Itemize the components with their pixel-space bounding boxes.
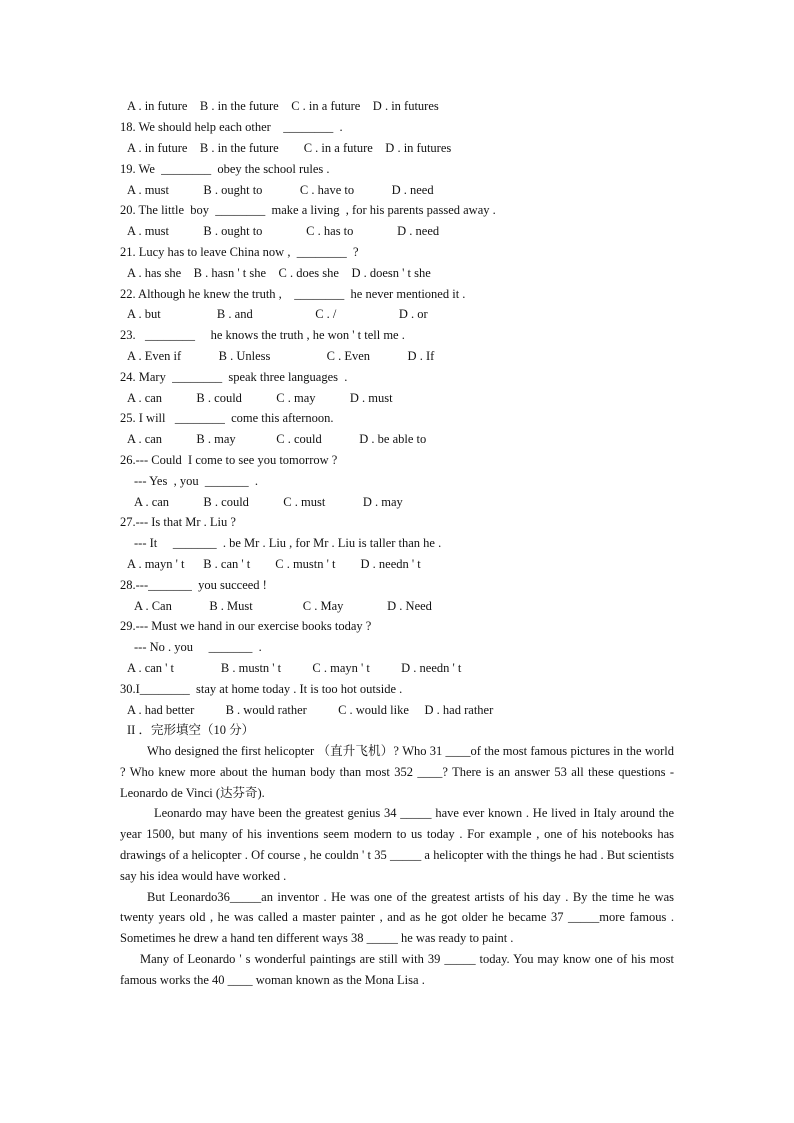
- question-24: 24. Mary ________ speak three languages .: [120, 370, 348, 384]
- q30-options: A . had better B . would rather C . would like D . had rather: [127, 703, 494, 717]
- question-30: 30.I________ stay at home today . It is too hot outside .: [120, 682, 403, 696]
- q24-options: A . can B . could C . may D . must: [127, 391, 393, 405]
- question-23: 23. ________ he knows the truth , he won ' t tell me .: [120, 328, 405, 342]
- passage-paragraph-2: Leonardo may have been the greatest genius 34 _____ have ever known . He lived in Italy around the year 1500, but many of his inventions seem modern to us today . For example , one of his notebooks has drawings of a helicopter . Of course , he couldn ' t 35 _____ a helicopter with the things he had . But scientists say his idea would have worked .: [120, 806, 674, 883]
- q28-options: A . Can B . Must C . May D . Need: [134, 599, 432, 613]
- cloze-passage: [120, 741, 674, 991]
- question-26: 26.--- Could I come to see you tomorrow ?: [120, 453, 338, 467]
- q29-options: A . can ' t B . mustn ' t C . mayn ' t D . needn ' t: [127, 661, 462, 675]
- section-heading-cloze: II ．完形填空（10 分）: [127, 723, 255, 737]
- question-19: 19. We ________ obey the school rules .: [120, 162, 330, 176]
- q25-options: A . can B . may C . could D . be able to: [127, 432, 427, 446]
- question-29: 29.--- Must we hand in our exercise books today ?: [120, 619, 372, 633]
- question-27: 27.--- Is that Mr . Liu ?: [120, 515, 236, 529]
- q22-options: A . but B . and C . / D . or: [127, 307, 428, 321]
- q27-reply: --- It _______ . be Mr . Liu , for Mr . Liu is taller than he .: [134, 536, 442, 550]
- q27-options: A . mayn ' t B . can ' t C . mustn ' t D . needn ' t: [127, 557, 421, 571]
- question-18: 18. We should help each other ________ .: [120, 120, 343, 134]
- passage-paragraph-4: Many of Leonardo ' s wonderful paintings are still with 39 _____ today. You may know one of his most famous works the 40 ____ woman known as the Mona Lisa .: [120, 951, 674, 987]
- q23-options: A . Even if B . Unless C . Even D . If: [127, 349, 435, 363]
- q18-options: A . in future B . in the future C . in a future D . in futures: [127, 141, 452, 155]
- q26-options: A . can B . could C . must D . may: [134, 495, 403, 509]
- passage-paragraph-1: Who designed the first helicopter （直升飞机）? Who 31 ____of the most famous pictures in the world ? Who knew more about the human body than most 352 ____? There is an answer 53 all these questions - Leonardo de Vinci (达芬奇).: [120, 744, 674, 800]
- q21-options: A . has she B . hasn ' t she C . does she D . doesn ' t she: [127, 266, 431, 280]
- question-20: 20. The little boy ________ make a living , for his parents passed away .: [120, 203, 496, 217]
- q26-reply: --- Yes , you _______ .: [134, 474, 258, 488]
- q19-options: A . must B . ought to C . have to D . need: [127, 183, 434, 197]
- question-25: 25. I will ________ come this afternoon.: [120, 411, 334, 425]
- q29-reply: --- No . you _______ .: [134, 640, 262, 654]
- passage-paragraph-3: But Leonardo36_____an inventor . He was one of the greatest artists of his day . By the time he was twenty years old , he was called a master painter , and as he got older he became 37 _____more famous . Sometimes he drew a hand ten different ways 38 _____ he was ready to paint .: [120, 889, 674, 946]
- question-22: 22. Although he knew the truth , ________ he never mentioned it .: [120, 287, 466, 301]
- q17-options: A . in future B . in the future C . in a future D . in futures: [127, 99, 439, 113]
- q20-options: A . must B . ought to C . has to D . need: [127, 224, 440, 238]
- question-28: 28.---_______ you succeed !: [120, 578, 267, 592]
- question-21: 21. Lucy has to leave China now , ________ ?: [120, 245, 359, 259]
